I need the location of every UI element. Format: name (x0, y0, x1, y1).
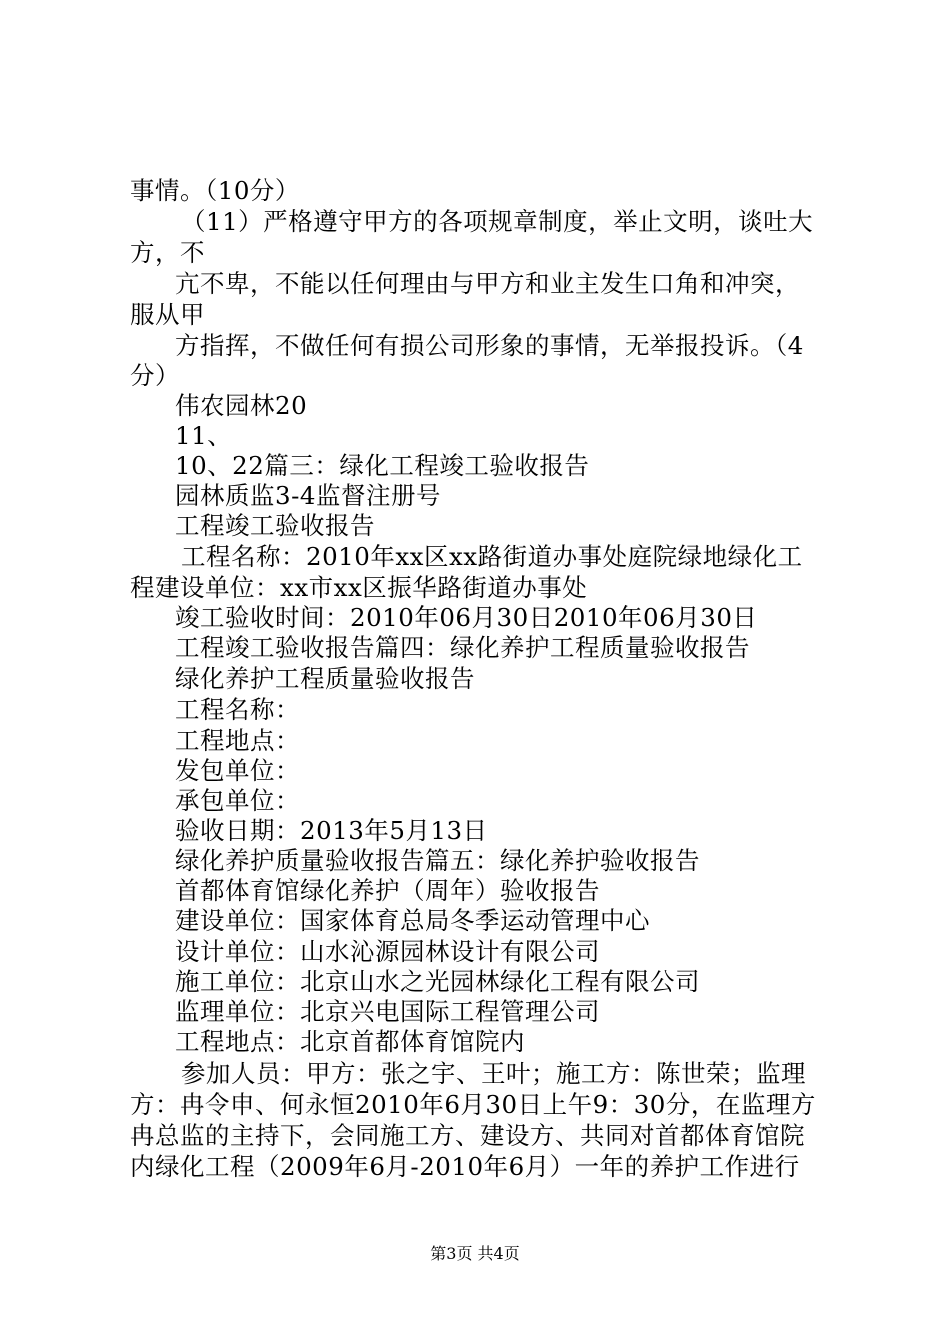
text-line: 园林质监3-4监督注册号 (175, 481, 441, 510)
text-line: 参加人员：甲方：张之宇、王叶；施工方：陈世荣；监理 (181, 1059, 806, 1088)
text-line: 竣工验收时间：2010年06月30日2010年06月30日 (175, 603, 758, 632)
text-line: 亢不卑，不能以任何理由与甲方和业主发生口角和冲突， (175, 269, 800, 298)
text-line: 首都体育馆绿化养护（周年）验收报告 (175, 876, 600, 905)
text-line: （11）严格遵守甲方的各项规章制度，举止文明，谈吐大 (181, 207, 814, 236)
text-line: 工程地点： (175, 726, 300, 755)
text-line: 工程地点：北京首都体育馆院内 (175, 1027, 525, 1056)
text-line: 发包单位： (175, 756, 300, 785)
text-line: 工程名称：2010年xx区xx路街道办事处庭院绿地绿化工 (181, 542, 803, 571)
text-line: 工程竣工验收报告篇四：绿化养护工程质量验收报告 (175, 633, 750, 662)
text-line: 方：冉令申、何永恒2010年6月30日上午9：30分，在监理方 (130, 1090, 816, 1119)
text-line: 验收日期：2013年5月13日 (175, 816, 488, 845)
text-line: 绿化养护质量验收报告篇五：绿化养护验收报告 (175, 846, 700, 875)
text-line: 监理单位：北京兴电国际工程管理公司 (175, 997, 600, 1026)
text-line: 伟农园林20 (175, 391, 308, 420)
text-line: 10、22篇三：绿化工程竣工验收报告 (175, 451, 590, 480)
text-line: 工程名称： (175, 695, 300, 724)
text-line: 11、 (175, 421, 233, 450)
text-line: 冉总监的主持下，会同施工方、建设方、共同对首都体育馆院 (130, 1121, 805, 1150)
text-line: 绿化养护工程质量验收报告 (175, 664, 475, 693)
text-line: 工程竣工验收报告 (175, 511, 375, 540)
text-line: 方指挥，不做任何有损公司形象的事情，无举报投诉。（4 (175, 331, 804, 360)
text-line: 方，不 (130, 238, 205, 267)
text-line: 建设单位：国家体育总局冬季运动管理中心 (175, 906, 650, 935)
text-line: 施工单位：北京山水之光园林绿化工程有限公司 (175, 967, 700, 996)
text-line: 承包单位： (175, 786, 300, 815)
text-line: 程建设单位：xx市xx区振华路街道办事处 (130, 573, 588, 602)
text-line: 服从甲 (130, 300, 205, 329)
text-line: 事情。（10分） (130, 176, 300, 205)
text-line: 设计单位：山水沁源园林设计有限公司 (175, 937, 600, 966)
text-line: 分） (130, 361, 180, 390)
page-number-footer: 第3页 共4页 (430, 1244, 520, 1263)
text-line: 内绿化工程（2009年6月-2010年6月）一年的养护工作进行 (130, 1152, 800, 1181)
